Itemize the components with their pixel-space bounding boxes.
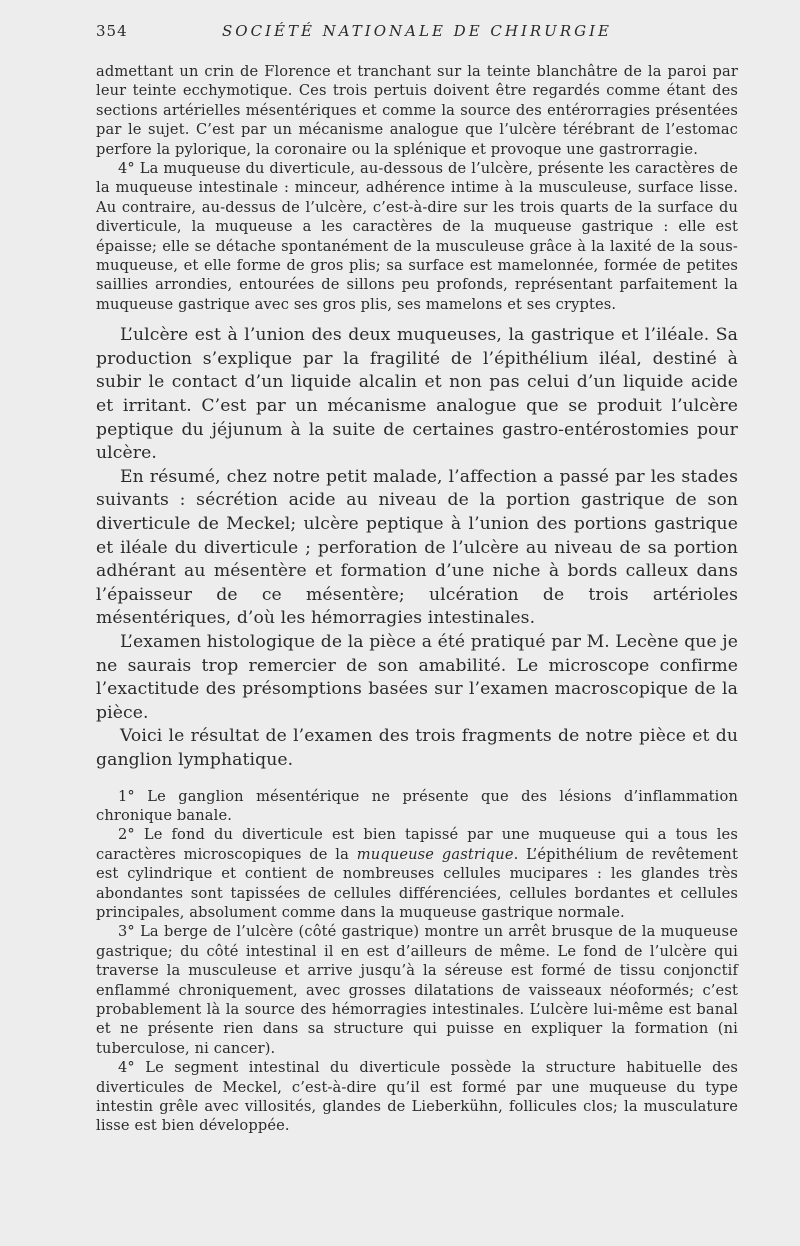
paragraph: admettant un crin de Florence et tranchant sur la teinte blanchâtre de la paroi par leur teinte ecchymotique. Ces trois pertuis doivent être regardés comme étant des sections artérielles mésentériques et comme la source des entérorragies présentées par le sujet. C’est par un mécanisme analogue que l’ulcère térébrant de l’estomac perfore la pylorique, la coronaire ou la splénique et provoque une gastrorragie.	[96, 63, 738, 158]
paragraph: L’ulcère est à l’union des deux muqueuses, la gastrique et l’iléale. Sa production s’explique par la fragilité de l’épithélium iléal, destiné à subir le contact d’un liquide alcalin et non pas celui d’un liquide acide et irritant. C’est par un mécanisme analogue que se produit l’ulcère peptique du jéjunum à la suite de certaines gastro-entérostomies pour ulcère.	[96, 325, 738, 464]
paragraph	[96, 825, 738, 922]
running-head: SOCIÉTÉ NATIONALE DE CHIRURGIE	[222, 22, 612, 40]
paragraph: 4° La muqueuse du diverticule, au-dessous de l’ulcère, présente les caractères de la muqueuse intestinale : minceur, adhérence intime à la musculeuse, surface lisse. Au contraire, au-dessus de l’ulcère, c’est-à-dire sur les trois quarts de la surface du diverticule, la muqueuse a les caractères de la muqueuse gastrique : elle est épaisse; elle se détache spontanément de la musculeuse grâce à la laxité de la sous-muqueuse, et elle forme de gros plis; sa surface est mamelonnée, formée de petites saillies arrondies, entourées de sillons peu profonds, représentant parfaitement la muqueuse gastrique avec ses gros plis, ses mamelons et ses cryptes.	[96, 160, 738, 313]
paragraph: En résumé, chez notre petit malade, l’affection a passé par les stades suivants : sécrétion acide au niveau de la portion gastrique de son diverticule de Meckel; ulcère peptique à l’union des portions gastrique et iléale du diverticule ; perforation de l’ulcère au niveau de sa portion adhérant au mésentère et formation d’une niche à bords calleux dans l’épaisseur de ce mésentère; ulcération de trois artérioles mésentériques, d’où les hémorragies intestinales.	[96, 466, 738, 629]
text-block-large	[96, 324, 738, 772]
paragraph: L’examen histologique de la pièce a été pratiqué par M. Lecène que je ne saurais trop remercier de son amabilité. Le microscope confirme l’exactitude des présomptions basées sur l’examen macroscopique de la pièce.	[96, 632, 738, 723]
paragraph-text: 2° Le fond du diverticule est bien tapissé par une muqueuse qui a tous les caractères microscopiques de la	[96, 826, 738, 863]
paragraph: 3° La berge de l’ulcère (côté gastrique) montre un arrêt brusque de la muqueuse gastrique; du côté intestinal il en est d’ailleurs de même. Le fond de l’ulcère qui traverse la musculeuse et arrive jusqu’à la séreuse est formé de tissu conjonctif enflammé chroniquement, avec grosses dilatations de vaisseaux néoformés; c’est probablement là la source des hémorragies intestinales. L’ulcère lui-même est banal et ne présente rien dans sa structure qui puisse en expliquer la formation (ni tuberculose, ni cancer).	[96, 923, 738, 1057]
page-header	[96, 0, 738, 62]
text-block-small-2	[96, 787, 738, 1136]
text-block-small-1	[96, 62, 738, 314]
paragraph: 4° Le segment intestinal du diverticule possède la structure habituelle des diverticules de Meckel, c’est-à-dire qu’il est formé par une muqueuse du type intestin grêle avec villosités, glandes de Lieberkühn, follicules clos; la musculature lisse est bien développée.	[96, 1059, 738, 1135]
italic-term: muqueuse gastrique	[356, 845, 514, 863]
paragraph: Voici le résultat de l’examen des trois fragments de notre pièce et du ganglion lymphatique.	[96, 726, 738, 770]
page-number: 354	[96, 22, 128, 40]
paragraph: 1° Le ganglion mésentérique ne présente que des lésions d’inflammation chronique banale.	[96, 787, 738, 824]
paragraph-text: . L’épithélium de revêtement est cylindrique et contient de nombreuses cellules mucipares : les glandes très abondantes sont tapissées de cellules différenciées, cellules bordantes et cellules principales, absolument comme dans la muqueuse gastrique normale.	[96, 845, 738, 921]
